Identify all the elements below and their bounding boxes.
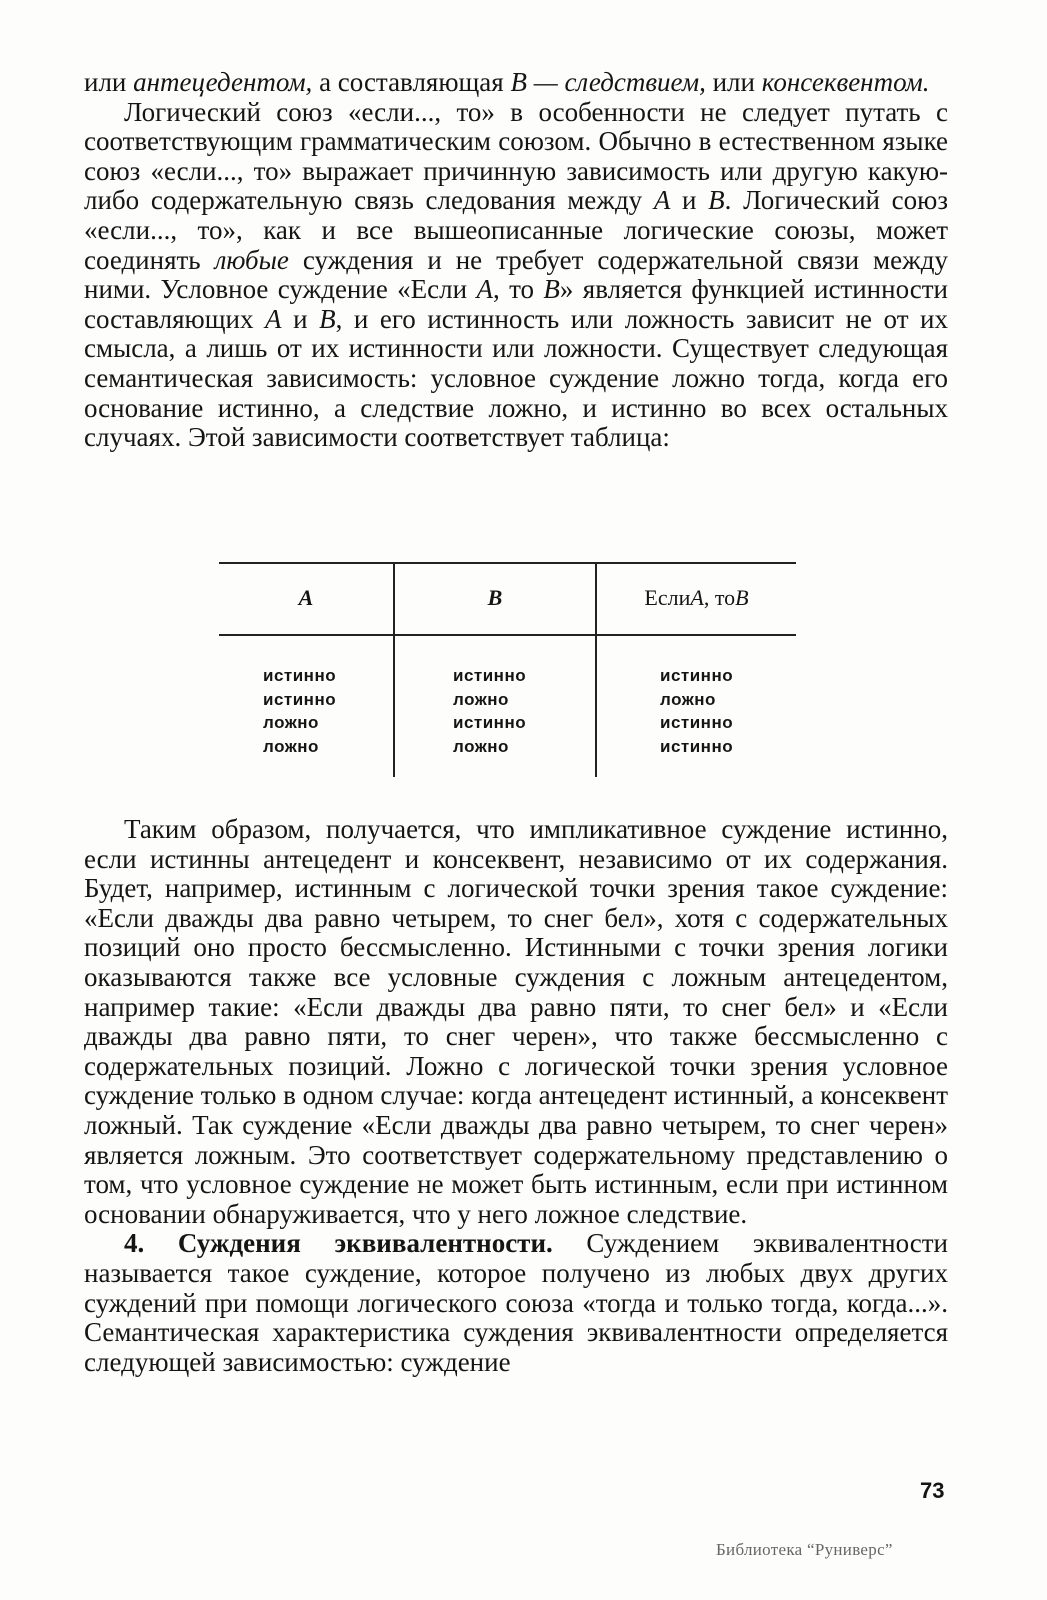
library-watermark: Библиотека “Руниверс” (716, 1540, 893, 1559)
var-italic: А (265, 303, 282, 334)
text-run: и (670, 185, 709, 216)
table-header-rule (219, 634, 796, 636)
table-cell: ложно (660, 689, 716, 709)
term-italic: консеквентом. (761, 67, 930, 97)
text-run: » является функцией истинности составляющих (84, 274, 948, 334)
truth-table (219, 562, 796, 777)
text-block-top (84, 68, 948, 453)
text-run: и (281, 303, 320, 334)
table-header-a: A (298, 585, 314, 610)
table-cell: истинно (263, 689, 337, 709)
term-italic: антецедентом, (133, 67, 313, 97)
table-cell: ложно (453, 736, 509, 756)
table-cell: ложно (453, 689, 509, 709)
text-run: а составляющая (312, 67, 511, 97)
header-var: B (735, 585, 749, 610)
table-header-if-then (597, 562, 796, 634)
table-cell: истинно (660, 713, 734, 732)
text-run: Логический союз «если..., то» в особенности не следует путать с соответствующим грамматическим союзом. Обычно в естественном языке союз «если..., то» выражает причинную зависимость или другую какую-либо содержательную связь следования между (84, 96, 948, 216)
var-italic: А (653, 185, 671, 216)
text-run: . Логический союз «если..., то», как и все вышеописанные логические союзы, может соединять (84, 185, 948, 275)
paragraph-equivalence (84, 1229, 948, 1377)
text-run: или (705, 67, 762, 97)
var-italic: В (708, 185, 725, 216)
var-italic: В (319, 303, 336, 334)
text-run: или (84, 67, 134, 97)
table-column-a (263, 664, 336, 758)
table-header-b: B (487, 585, 503, 610)
text-run: суждения и не требует содержательной связи между ними. Условное суждение «Если (84, 244, 949, 305)
header-text: Если (644, 585, 691, 610)
term-italic: любые (214, 244, 289, 275)
header-var: A (690, 585, 704, 610)
paragraph-logical-union (84, 98, 948, 453)
table-cell: ложно (263, 713, 319, 732)
table-cell: истинно (660, 736, 734, 756)
table-cell: истинно (660, 666, 734, 685)
text-run: Суждением эквивалентности называется такое суждение, которое получено из любых двух других суждений при помощи логического союза «тогда и только тогда, когда...». Семантическая характеристика суждения эквивалентности определяется следующей зависимостью: суждение (84, 1228, 948, 1377)
page-number: 73 (920, 1478, 945, 1503)
text-run: , и его истинность или ложность зависит не от их смысла, а лишь от их истинности или ложности. Существует следующая семантическая зависимость: условное суждение ложно тогда, когда его основание истинно, а следствие ложно, и истинно во всех остальных случаях. Этой зависимости соответствует таблица: (84, 303, 949, 453)
table-cell: ложно (263, 736, 319, 756)
header-text: , то (703, 585, 736, 610)
text-block-bottom (84, 815, 948, 1377)
paragraph-continuation (84, 68, 948, 98)
section-heading: 4. Суждения эквивалентности. (124, 1228, 553, 1259)
text-run: , то (492, 274, 544, 305)
var-italic: В (543, 274, 560, 305)
paragraph-implication: Таким образом, получается, что импликативное суждение истинно, если истинны антецедент и консеквент, независимо от их содержания. Будет, например, истинным с логической точки зрения такое суждение: «Если дважды два равно четырем, то снег бел», хотя с содержательных позиций оно просто бессмысленно. Истинными с точки зрения логики оказываются также все условные суждения с ложным антецедентом, например такие: «Если дважды два равно пяти, то снег бел» и «Если дважды два равно пяти, то снег черен», что также бессмысленно с содержательных позиций. Ложно с логической точки зрения условное суждение только в одном случае: когда антецедент истинный, а консеквент ложный. Так суждение «Если дважды два равно четырем, то снег черен» является ложным. Это соответствует содержательному представлению о том, что условное суждение не может быть истинным, если при истинном основании обнаруживается, что у него ложное следствие. (84, 814, 948, 1229)
table-cell: истинно (263, 666, 337, 685)
table-column-if-then (660, 664, 733, 758)
table-cell: истинно (453, 713, 527, 732)
table-cell: истинно (453, 666, 527, 685)
term-italic: В — следствием, (510, 67, 706, 97)
table-column-b (453, 664, 526, 758)
var-italic: А (476, 274, 493, 305)
